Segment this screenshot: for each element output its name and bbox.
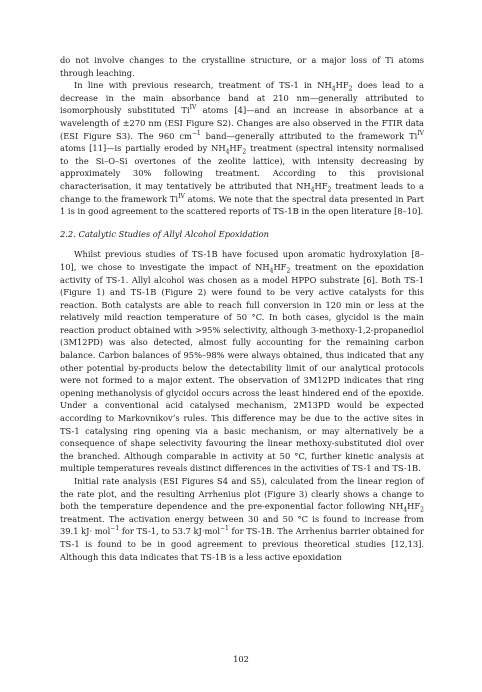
page-number: 102 [233, 654, 249, 664]
paragraph-epoxidation: Whilst previous studies of TS-1B have focused upon aromatic hydroxylation [8–10], we chose to investigate the impact of $NH_4HF_2$ treatment on the epoxidation activity of TS-1. Allyl alcohol was chosen as a model HPPO substrate [6]. Both TS-1 (Figure 1) and TS-1B (Figure 2) were found to be very active catalysts for this reaction. Both catalysts are able to reach full conversion in 120 min or less at the relatively mild reaction temperature of 50 °C. In both cases, glycidol is the main reaction product obtained with >95% selectivity, although 3-methoxy-1,2-propanediol (3M12PD) was also detected, almost fully accounting for the remaining carbon balance. Carbon balances of 95%–98% were always obtained, thus indicated that any other potential by-products below the detectability limit of our analytical protocols were not formed to a major extent. The observation of 3M12PD indicates that ring opening methanolysis of glycidol occurs across the least hindered end of the epoxide. Under a conventional acid catalysed mechanism, 2M13PD would be expected according to Markovnikov’s rules. This difference may be due to the active sites in TS-1 catalysing ring opening via a basic mechanism, or may alternatively be a consequence of shape selectivity favouring the linear methoxy-substituted diol over the branched. Although comparable in activity at 50 °C, further kinetic analysis at multiple temperatures reveals distinct differences in the activities of TS-1 and TS-1B. [60, 249, 424, 474]
paragraph-intro: do not involve changes to the crystalline structure, or a major loss of Ti atoms through leaching. [60, 55, 424, 78]
section-heading: 2.2. Catalytic Studies of Allyl Alcohol Epoxidation [60, 228, 269, 239]
page-body [60, 54, 424, 563]
paragraph-uv-ftir: In line with previous research, treatment of TS-1 in $NH_4HF_2$ does lead to a decrease in the main absorbance band at 210 nm—generally attributed to isomorphously substituted $Ti^{IV}$ atoms [4]—and an increase in absorbance at a wavelength of ±270 nm (ESI Figure S2). Changes are also observed in the FTIR data (ESI Figure S3). The 960 $cm^{-1}$ band—generally attributed to the framework $Ti^{IV}$ atoms [11]—is partially eroded by $NH_4HF_2$ treatment (spectral intensity normalised to the Si–O–Si overtones of the zeolite lattice), with intensity decreasing by approximately 30% following treatment. According to this provisional characterisation, it may tentatively be attributed that $NH_4HF_2$ treatment leads to a change to the framework $Ti^{IV}$ atoms. We note that the spectral data presented in Part 1 is in good agreement to the scattered reports of TS-1B in the open literature [8–10]. [60, 80, 425, 217]
paragraph-arrhenius: Initial rate analysis (ESI Figures S4 and S5), calculated from the linear region of the rate plot, and the resulting Arrhenius plot (Figure 3) clearly shows a change to both the temperature dependence and the pre-exponential factor following $NH_4HF_2$ treatment. The activation energy between 30 and 50 °C is found to increase from 39.1 kJ· mol$^{-1}$ for TS-1, to 53.7 kJ·mol$^{-1}$ for TS-1B. The Arrhenius barrier obtained for TS-1 is found to be in good agreement to previous theoretical studies [12,13]. Although this data indicates that TS-1B is a less active epoxidation [60, 476, 424, 562]
